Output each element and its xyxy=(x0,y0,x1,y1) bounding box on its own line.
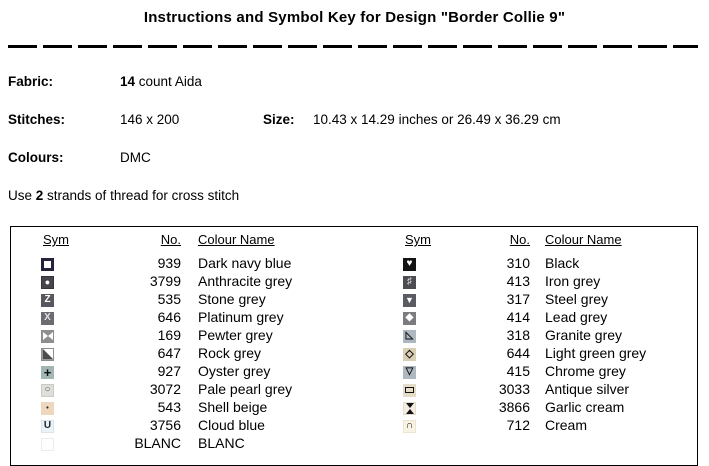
colours-label: Colours: xyxy=(8,150,64,165)
key-row xyxy=(39,308,383,326)
sym-header: Sym xyxy=(405,232,431,247)
colour-name-header: Colour Name xyxy=(545,232,622,247)
symbol-cell xyxy=(39,272,83,290)
colour-name: Cream xyxy=(545,417,588,433)
triangle-down-outline-icon: ▽ xyxy=(403,366,416,379)
colour-name: Light green grey xyxy=(545,345,647,361)
colour-name: Garlic cream xyxy=(545,399,625,415)
diamond-filled-icon: ◆ xyxy=(403,312,416,325)
blank-square-icon xyxy=(41,438,54,451)
stitches-label: Stitches: xyxy=(8,112,66,127)
colour-name: Granite grey xyxy=(545,327,623,343)
key-row xyxy=(39,362,383,380)
thread-number: 318 xyxy=(506,327,530,343)
info-section xyxy=(8,74,709,203)
title-divider xyxy=(8,45,698,48)
symbol-cell xyxy=(401,326,445,344)
fabric-row xyxy=(8,74,709,89)
key-row xyxy=(39,344,383,362)
thread-number: 3033 xyxy=(498,381,530,397)
symbol-cell xyxy=(401,380,445,398)
symbol-cell xyxy=(39,308,83,326)
colour-name: Pewter grey xyxy=(198,327,273,343)
colour-name: Lead grey xyxy=(545,309,608,325)
key-row xyxy=(401,308,709,326)
symbol-cell xyxy=(401,272,445,290)
thread-number: 310 xyxy=(506,255,530,271)
diamond-outline-icon: ◇ xyxy=(403,348,416,361)
colour-name: Cloud blue xyxy=(198,417,265,433)
stitches-value: 146 x 200 xyxy=(120,112,180,127)
symbol-key-table xyxy=(10,226,698,466)
thread-number: 535 xyxy=(157,291,181,307)
symbol-cell xyxy=(39,434,83,452)
key-row xyxy=(401,272,709,290)
thread-number: 414 xyxy=(506,309,530,325)
symbol-cell xyxy=(401,362,445,380)
symbol-cell xyxy=(39,362,83,380)
colours-row xyxy=(8,150,709,165)
key-row xyxy=(401,254,709,272)
key-row xyxy=(401,362,709,380)
fabric-count: 14 xyxy=(120,74,136,89)
no-header: No. xyxy=(160,232,181,247)
key-row xyxy=(39,380,383,398)
key-row xyxy=(39,272,383,290)
key-row xyxy=(39,290,383,308)
symbol-cell xyxy=(401,254,445,272)
symbol-cell xyxy=(39,398,83,416)
key-row xyxy=(39,416,383,434)
filled-circle-icon: ● xyxy=(41,276,54,289)
key-row xyxy=(401,380,709,398)
colour-name: Shell beige xyxy=(198,399,268,415)
symbol-cell xyxy=(401,290,445,308)
colour-name: BLANC xyxy=(198,435,245,451)
sym-header: Sym xyxy=(43,232,69,247)
colour-name: Dark navy blue xyxy=(198,255,292,271)
fabric-label: Fabric: xyxy=(8,74,54,89)
key-left-column xyxy=(11,232,383,452)
lower-left-triangle-icon: ◺ xyxy=(403,330,416,343)
bowtie-icon xyxy=(41,330,54,343)
thread-number: 3756 xyxy=(149,417,181,433)
colour-name: Chrome grey xyxy=(545,363,626,379)
colour-name: Black xyxy=(545,255,580,271)
triangle-down-filled-icon: ▼ xyxy=(403,294,416,307)
colour-name: Oyster grey xyxy=(198,363,271,379)
thread-number: 3866 xyxy=(498,399,530,415)
thread-number: 169 xyxy=(157,327,181,343)
colour-name: Pale pearl grey xyxy=(198,381,293,397)
key-row xyxy=(401,290,709,308)
strands-suffix: strands of thread for cross stitch xyxy=(43,188,240,203)
key-row xyxy=(401,416,709,434)
key-header-row xyxy=(401,232,709,254)
colour-name: Anthracite grey xyxy=(198,273,293,289)
symbol-cell xyxy=(401,416,445,434)
sharp-sign-icon: ♯ xyxy=(403,276,416,289)
thread-number: 413 xyxy=(506,273,530,289)
plus-icon: + xyxy=(41,366,54,379)
size-value: 10.43 x 14.29 inches or 26.49 x 36.29 cm xyxy=(313,112,561,127)
colour-name-header: Colour Name xyxy=(198,232,275,247)
strands-count: 2 xyxy=(35,188,44,203)
thread-number: 317 xyxy=(506,291,530,307)
thread-number: 927 xyxy=(157,363,181,379)
symbol-cell xyxy=(39,416,83,434)
colour-name: Antique silver xyxy=(545,381,630,397)
thread-number: 712 xyxy=(506,417,530,433)
colour-name: Platinum grey xyxy=(198,309,284,325)
dot-icon: • xyxy=(41,402,54,415)
key-row xyxy=(401,344,709,362)
letter-u-icon: U xyxy=(41,420,54,433)
diagonal-split-square-icon xyxy=(41,348,54,361)
circle-outline-icon: ○ xyxy=(41,384,54,397)
no-header: No. xyxy=(509,232,530,247)
symbol-cell xyxy=(401,398,445,416)
heart-icon: ♥ xyxy=(403,258,416,271)
thread-number: 3072 xyxy=(149,381,181,397)
arch-icon: ∩ xyxy=(403,420,416,433)
thread-number: 3799 xyxy=(149,273,181,289)
key-row xyxy=(39,254,383,272)
strands-prefix: Use xyxy=(8,188,36,203)
hourglass-icon xyxy=(403,402,416,415)
thread-number: 644 xyxy=(506,345,530,361)
colour-name: Rock grey xyxy=(198,345,262,361)
thread-number: 415 xyxy=(506,363,530,379)
strands-row xyxy=(8,188,709,203)
symbol-cell xyxy=(39,326,83,344)
stitches-row xyxy=(8,112,709,127)
key-row xyxy=(39,398,383,416)
colours-value: DMC xyxy=(120,150,151,165)
key-row xyxy=(39,326,383,344)
colour-name: Iron grey xyxy=(545,273,601,289)
fabric-rest: count Aida xyxy=(135,74,202,89)
letter-x-icon: X xyxy=(41,312,54,325)
key-right-column xyxy=(383,232,709,434)
letter-z-icon: Z xyxy=(41,294,54,307)
page-title: Instructions and Symbol Key for Design "Border Collie 9" xyxy=(143,9,566,26)
key-row xyxy=(401,326,709,344)
symbol-cell xyxy=(401,308,445,326)
thread-number: 543 xyxy=(157,399,181,415)
key-header-row xyxy=(39,232,383,254)
symbol-cell xyxy=(39,380,83,398)
colour-name: Stone grey xyxy=(198,291,266,307)
colour-name: Steel grey xyxy=(545,291,609,307)
symbol-cell xyxy=(39,290,83,308)
symbol-cell xyxy=(401,344,445,362)
white-square-outline-icon xyxy=(41,258,54,271)
thread-number: BLANC xyxy=(134,435,181,451)
thread-number: 939 xyxy=(157,255,181,271)
symbol-cell xyxy=(39,254,83,272)
rectangle-outline-icon xyxy=(403,384,416,397)
key-row xyxy=(39,434,383,452)
size-label: Size: xyxy=(263,112,295,127)
symbol-cell xyxy=(39,344,83,362)
key-row xyxy=(401,398,709,416)
thread-number: 646 xyxy=(157,309,181,325)
thread-number: 647 xyxy=(157,345,181,361)
